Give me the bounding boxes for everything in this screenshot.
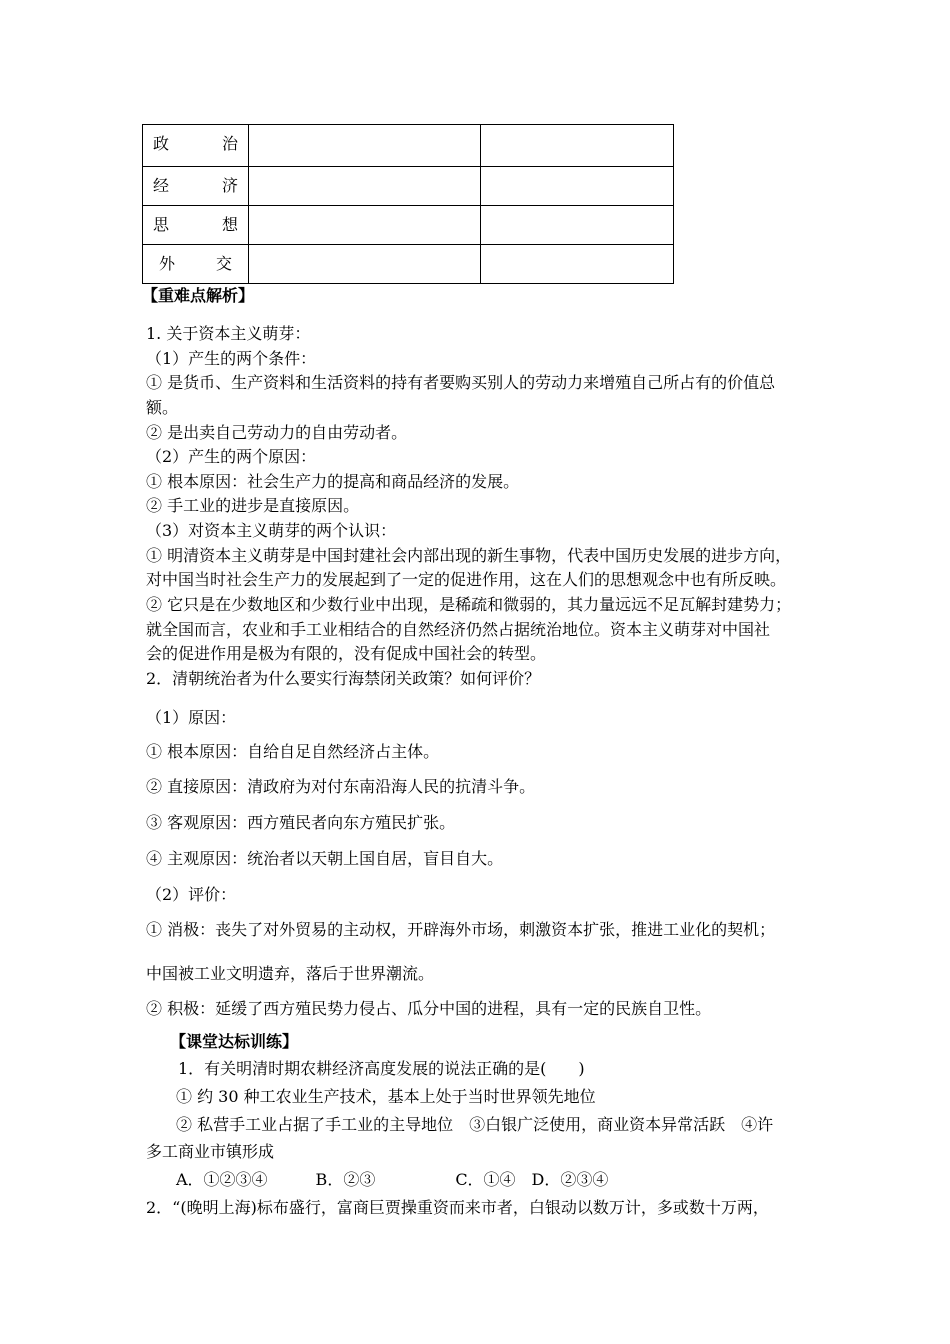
- row-label-thought: 思想: [143, 206, 249, 245]
- text-line: ③ 客观原因：西方殖民者向东方殖民扩张。: [146, 813, 456, 832]
- text-line: ② 直接原因：清政府为对付东南沿海人民的抗清斗争。: [146, 777, 536, 796]
- question-1: 1．有关明清时期农耕经济高度发展的说法正确的是( ): [178, 1059, 585, 1078]
- table-cell-empty: [481, 167, 674, 206]
- section-heading-analysis: 【重难点解析】: [142, 286, 255, 305]
- question-2: 2．“(晚明上海)标布盛行，富商巨贾操重资而来市者，白银动以数万计，多或数十万两，: [146, 1198, 769, 1217]
- table-cell-empty: [249, 206, 481, 245]
- question-heading: 2．清朝统治者为什么要实行海禁闭关政策？如何评价？: [146, 669, 541, 688]
- text-line: （1）产生的两个条件：: [146, 349, 317, 368]
- text-line: （3）对资本主义萌芽的两个认识：: [146, 521, 397, 540]
- row-label-politics: 政治: [143, 125, 249, 167]
- text-line: （2）产生的两个原因：: [146, 447, 317, 466]
- question-1-statement: ① 约 30 种工农业生产技术，基本上处于当时世界领先地位: [176, 1087, 596, 1106]
- text-line: ① 是货币、生产资料和生活资料的持有者要购买别人的劳动力来增殖自己所占有的价值总: [146, 373, 776, 392]
- comparison-table: [142, 124, 674, 284]
- text-line: ④ 主观原因：统治者以天朝上国自居，盲目自大。: [146, 849, 504, 868]
- text-line: 就全国而言，农业和手工业相结合的自然经济仍然占据统治地位。资本主义萌芽对中国社: [146, 620, 771, 639]
- question-1-statement: ② 私营手工业占据了手工业的主导地位 ③白银广泛使用，商业资本异常活跃 ④许: [176, 1115, 774, 1134]
- question-1-choices: A．①②③④ B．②③ C．①④ D．②③④: [176, 1170, 609, 1189]
- row-label-economy: 经济: [143, 167, 249, 206]
- table-row: [143, 206, 674, 245]
- table-row: [143, 245, 674, 284]
- text-line: ① 根本原因：社会生产力的提高和商品经济的发展。: [146, 472, 520, 491]
- table-row: [143, 125, 674, 167]
- text-line: 会的促进作用是极为有限的，没有促成中国社会的转型。: [146, 644, 547, 663]
- text-line: ② 积极：延缓了西方殖民势力侵占、瓜分中国的进程，具有一定的民族自卫性。: [146, 999, 712, 1018]
- table-row: [143, 167, 674, 206]
- table-cell-empty: [481, 245, 674, 284]
- question-1-statement: 多工商业市镇形成: [146, 1142, 275, 1161]
- table-cell-empty: [249, 125, 481, 167]
- text-line: （1）原因：: [146, 708, 237, 727]
- text-line: 1. 关于资本主义萌芽：: [146, 324, 311, 343]
- text-line: 中国被工业文明遗弃，落后于世界潮流。: [146, 964, 435, 983]
- text-line: 额。: [146, 398, 179, 417]
- text-line: ① 消极：丧失了对外贸易的主动权，开辟海外市场，刺激资本扩张，推进工业化的契机；: [146, 920, 776, 939]
- table-cell-empty: [481, 125, 674, 167]
- table-cell-empty: [249, 167, 481, 206]
- text-line: ② 手工业的进步是直接原因。: [146, 496, 360, 515]
- text-line: ② 它只是在少数地区和少数行业中出现，是稀疏和微弱的，其力量远远不足瓦解封建势力；: [146, 595, 792, 614]
- table-cell-empty: [249, 245, 481, 284]
- comparison-table-wrapper: [142, 124, 674, 284]
- text-line: （2）评价：: [146, 885, 237, 904]
- section-heading-exercises: 【课堂达标训练】: [170, 1032, 299, 1051]
- text-line: ② 是出卖自己劳动力的自由劳动者。: [146, 423, 408, 442]
- table-cell-empty: [481, 206, 674, 245]
- row-label-diplomacy: 外交: [143, 245, 249, 284]
- text-line: 对中国当时社会生产力的发展起到了一定的促进作用，这在人们的思想观念中也有所反映。: [146, 570, 787, 589]
- text-line: ① 明清资本主义萌芽是中国封建社会内部出现的新生事物，代表中国历史发展的进步方向，: [146, 546, 792, 565]
- text-line: ① 根本原因：自给自足自然经济占主体。: [146, 742, 440, 761]
